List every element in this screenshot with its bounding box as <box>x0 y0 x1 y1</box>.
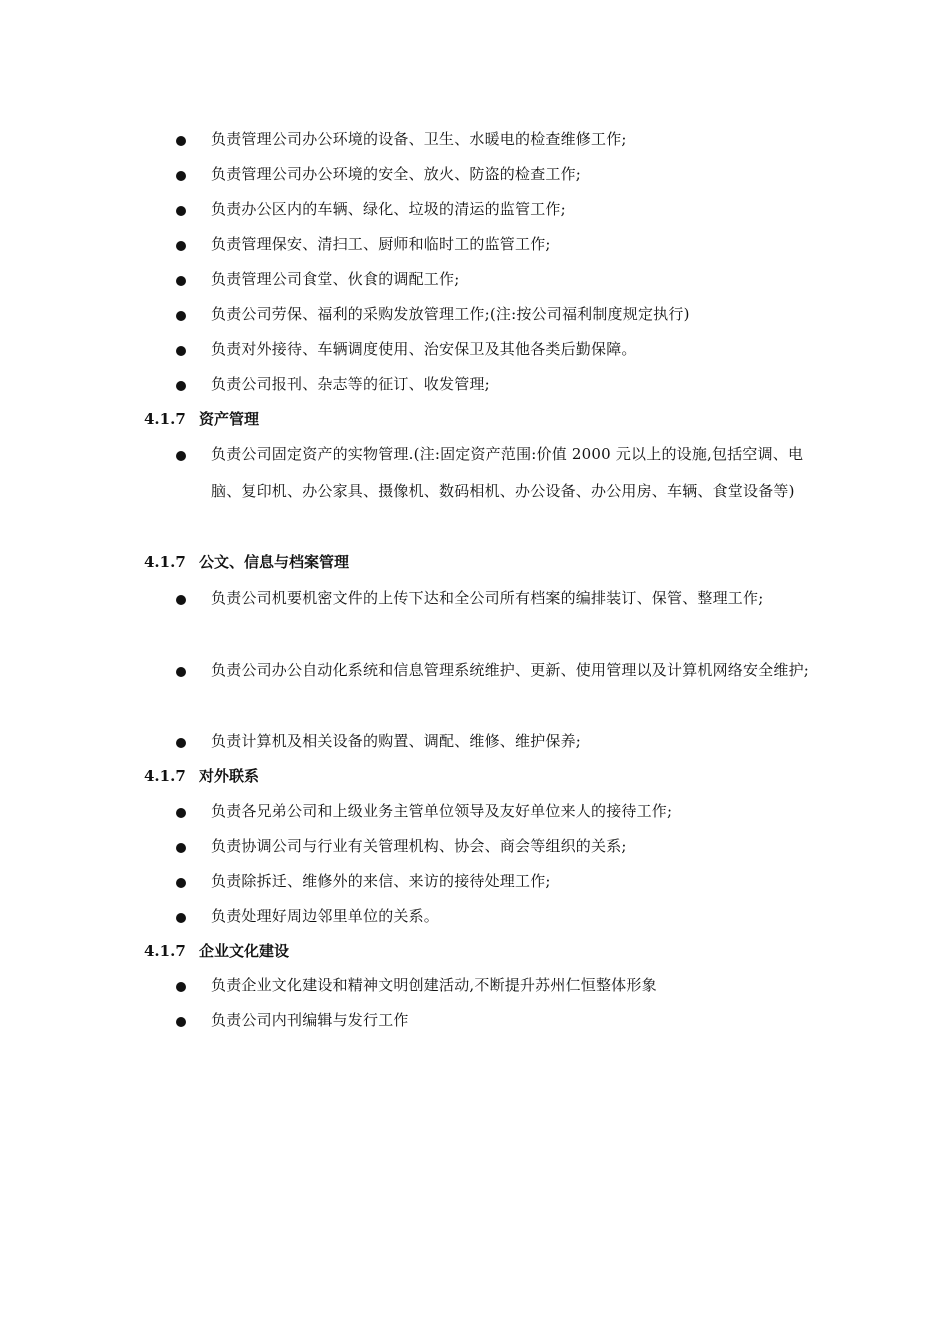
list-item-text: 负责计算机及相关设备的购置、调配、维修、维护保养; <box>211 732 582 750</box>
section-title: 企业文化建设 <box>199 942 290 960</box>
list-item-text: 负责公司办公自动化系统和信息管理系统维护、更新、使用管理以及计算机网络安全维护; <box>211 661 810 679</box>
bullet-icon <box>176 595 186 605</box>
bullet-icon <box>176 136 186 146</box>
list-item-text: 负责对外接待、车辆调度使用、治安保卫及其他各类后勤保障。 <box>211 340 637 358</box>
section-title: 对外联系 <box>199 767 260 785</box>
bullet-icon <box>176 346 186 356</box>
list-item-text: 负责各兄弟公司和上级业务主管单位领导及友好单位来人的接待工作; <box>211 802 673 820</box>
list-item-text: 负责除拆迁、维修外的来信、来访的接待处理工作; <box>211 872 551 890</box>
bullet-icon <box>176 381 186 391</box>
section-heading <box>144 409 259 429</box>
section-title: 公文、信息与档案管理 <box>199 553 350 571</box>
bullet-icon <box>176 913 186 923</box>
list-item-text: 负责管理公司办公环境的安全、放火、防盗的检查工作; <box>211 165 582 183</box>
list-item-text: 负责公司内刊编辑与发行工作 <box>211 1011 409 1029</box>
section-heading <box>144 552 349 572</box>
list-item-text: 负责协调公司与行业有关管理机构、协会、商会等组织的关系; <box>211 837 627 855</box>
bullet-icon <box>176 206 186 216</box>
list-item-text: 负责处理好周边邻里单位的关系。 <box>211 907 440 925</box>
list-item-text: 负责公司劳保、福利的采购发放管理工作;(注:按公司福利制度规定执行) <box>211 305 690 323</box>
bullet-icon <box>176 843 186 853</box>
section-number: 4.1.7 <box>144 553 186 571</box>
list-item-text: 负责公司机要机密文件的上传下达和全公司所有档案的编排装订、保管、整理工作; <box>211 589 764 607</box>
bullet-icon <box>176 241 186 251</box>
bullet-icon <box>176 738 186 748</box>
bullet-icon <box>176 311 186 321</box>
section-title: 资产管理 <box>199 410 260 428</box>
bullet-icon <box>176 451 186 461</box>
list-item-text: 负责管理公司办公环境的设备、卫生、水暖电的检查维修工作; <box>211 130 627 148</box>
bullet-icon <box>176 1017 186 1027</box>
bullet-icon <box>176 878 186 888</box>
list-item-text: 负责企业文化建设和精神文明创建活动,不断提升苏州仁恒整体形象 <box>211 976 657 994</box>
bullet-icon <box>176 276 186 286</box>
section-heading <box>144 766 259 786</box>
section-number: 4.1.7 <box>144 410 186 428</box>
list-item-text: 负责办公区内的车辆、绿化、垃圾的清运的监管工作; <box>211 200 566 218</box>
section-number: 4.1.7 <box>144 942 186 960</box>
bullet-icon <box>176 171 186 181</box>
bullet-icon <box>176 982 186 992</box>
list-item-text: 负责公司固定资产的实物管理.(注:固定资产范围:价值 2000 元以上的设施,包括空调、电脑、复印机、办公家具、摄像机、数码相机、办公设备、办公用房、车辆、食堂设备等) <box>211 445 804 500</box>
list-item-text: 负责管理公司食堂、伙食的调配工作; <box>211 270 460 288</box>
bullet-icon <box>176 667 186 677</box>
list-item-text: 负责公司报刊、杂志等的征订、收发管理; <box>211 375 490 393</box>
section-heading <box>144 941 289 961</box>
list-item-text: 负责管理保安、清扫工、厨师和临时工的监管工作; <box>211 235 551 253</box>
bullet-icon <box>176 808 186 818</box>
section-number: 4.1.7 <box>144 767 186 785</box>
